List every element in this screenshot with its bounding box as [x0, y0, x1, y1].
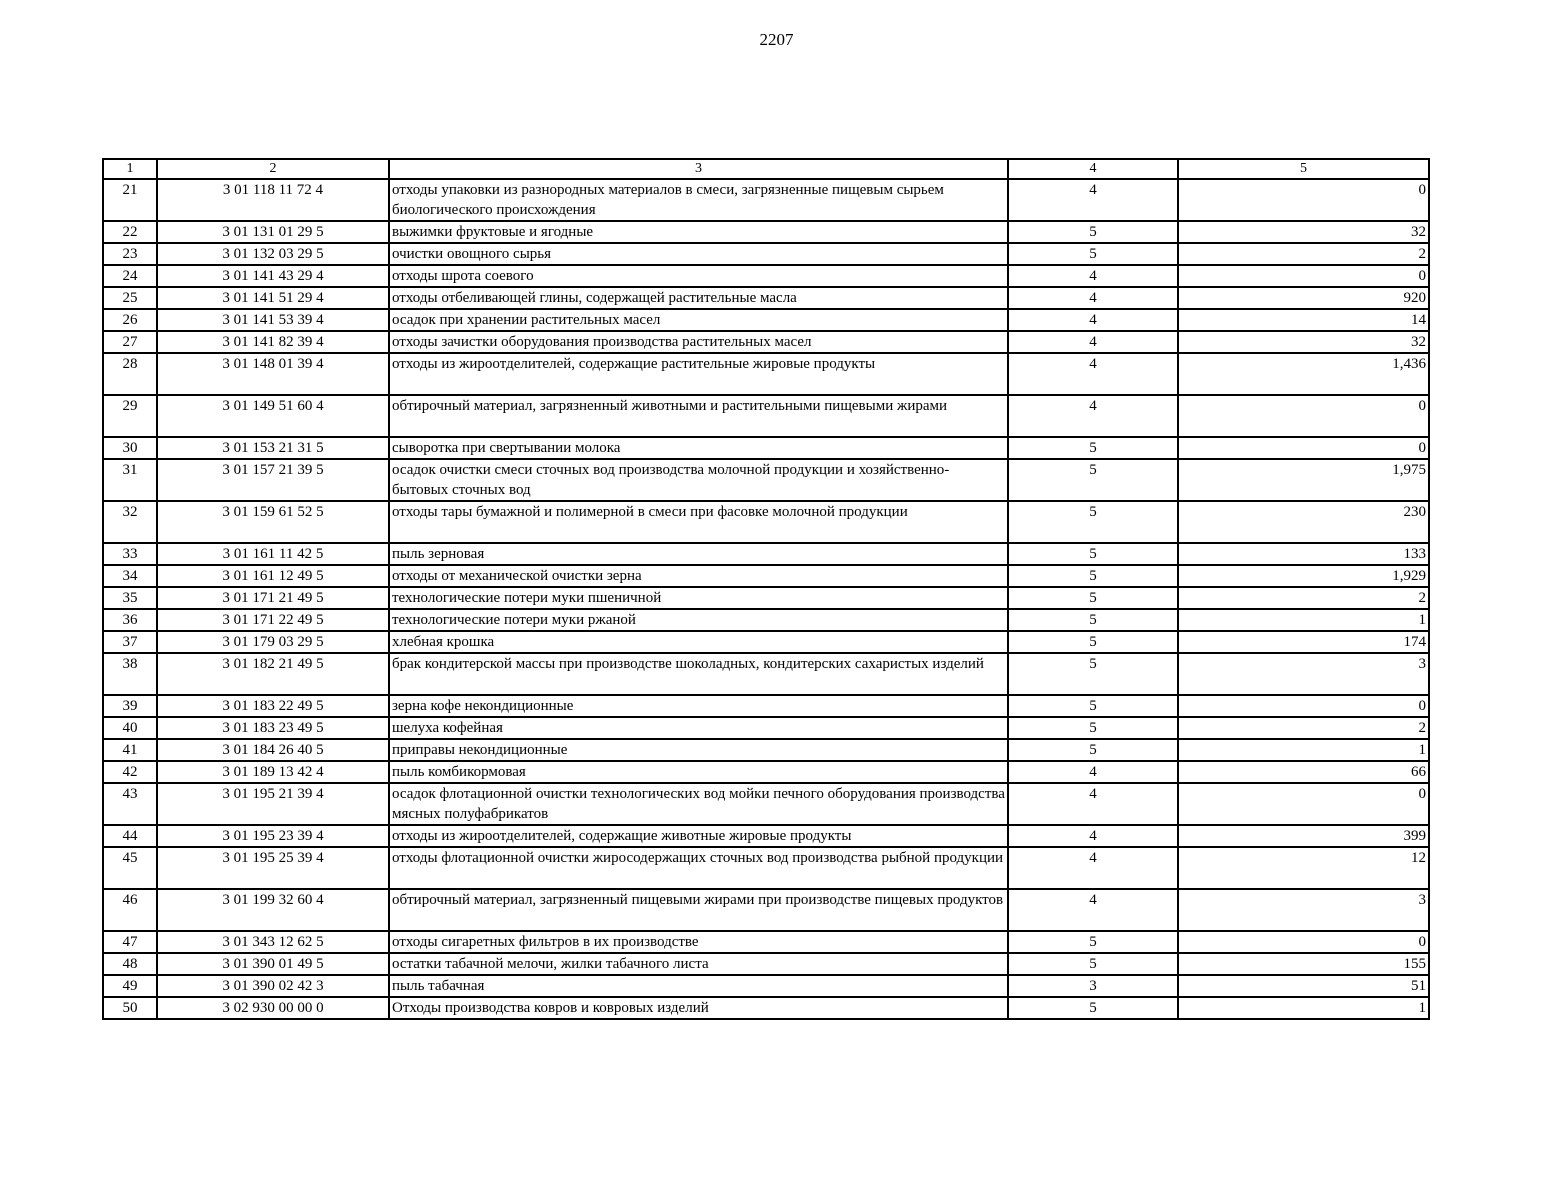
row-number-cell: 38 [103, 653, 157, 695]
amount-cell: 174 [1178, 631, 1429, 653]
waste-name-cell: отходы флотационной очистки жиросодержащих сточных вод производства рыбной продукции [389, 847, 1008, 889]
table-row [103, 847, 1429, 889]
amount-cell: 0 [1178, 265, 1429, 287]
table-row [103, 243, 1429, 265]
waste-code-cell: 3 01 141 53 39 4 [157, 309, 389, 331]
hazard-class-cell: 4 [1008, 395, 1178, 437]
waste-code-cell: 3 01 171 22 49 5 [157, 609, 389, 631]
waste-name-cell: осадок очистки смеси сточных вод производства молочной продукции и хозяйственно-бытовых сточных вод [389, 459, 1008, 501]
row-number-cell: 37 [103, 631, 157, 653]
row-number-cell: 35 [103, 587, 157, 609]
waste-name-cell: отходы из жироотделителей, содержащие животные жировые продукты [389, 825, 1008, 847]
hazard-class-cell: 4 [1008, 287, 1178, 309]
waste-name-cell: отходы отбеливающей глины, содержащей растительные масла [389, 287, 1008, 309]
table-row [103, 353, 1429, 395]
amount-cell: 3 [1178, 889, 1429, 931]
hazard-class-cell: 4 [1008, 353, 1178, 395]
waste-name-cell: шелуха кофейная [389, 717, 1008, 739]
table-row [103, 395, 1429, 437]
row-number-cell: 39 [103, 695, 157, 717]
table-row [103, 631, 1429, 653]
waste-name-cell: обтирочный материал, загрязненный животными и растительными пищевыми жирами [389, 395, 1008, 437]
row-number-cell: 25 [103, 287, 157, 309]
amount-cell: 0 [1178, 437, 1429, 459]
table-row [103, 331, 1429, 353]
waste-name-cell: отходы шрота соевого [389, 265, 1008, 287]
waste-code-cell: 3 01 182 21 49 5 [157, 653, 389, 695]
hazard-class-cell: 5 [1008, 459, 1178, 501]
waste-code-cell: 3 01 141 51 29 4 [157, 287, 389, 309]
table-row [103, 931, 1429, 953]
row-number-cell: 22 [103, 221, 157, 243]
amount-cell: 2 [1178, 717, 1429, 739]
table-row [103, 717, 1429, 739]
waste-name-cell: пыль табачная [389, 975, 1008, 997]
row-number-cell: 36 [103, 609, 157, 631]
header-col-1: 1 [103, 159, 157, 179]
table-row [103, 783, 1429, 825]
waste-name-cell: пыль комбикормовая [389, 761, 1008, 783]
hazard-class-cell: 5 [1008, 565, 1178, 587]
table-row [103, 653, 1429, 695]
row-number-cell: 32 [103, 501, 157, 543]
waste-code-cell: 3 01 189 13 42 4 [157, 761, 389, 783]
row-number-cell: 27 [103, 331, 157, 353]
waste-table [102, 158, 1430, 1020]
row-number-cell: 50 [103, 997, 157, 1019]
waste-name-cell: отходы тары бумажной и полимерной в смеси при фасовке молочной продукции [389, 501, 1008, 543]
waste-code-cell: 3 01 161 12 49 5 [157, 565, 389, 587]
waste-code-cell: 3 01 390 02 42 3 [157, 975, 389, 997]
row-number-cell: 26 [103, 309, 157, 331]
table-body [103, 179, 1429, 1019]
waste-code-cell: 3 01 148 01 39 4 [157, 353, 389, 395]
table-row [103, 587, 1429, 609]
amount-cell: 230 [1178, 501, 1429, 543]
amount-cell: 0 [1178, 179, 1429, 221]
waste-name-cell: выжимки фруктовые и ягодные [389, 221, 1008, 243]
table-row [103, 543, 1429, 565]
waste-name-cell: отходы от механической очистки зерна [389, 565, 1008, 587]
row-number-cell: 47 [103, 931, 157, 953]
hazard-class-cell: 5 [1008, 609, 1178, 631]
waste-code-cell: 3 01 141 43 29 4 [157, 265, 389, 287]
hazard-class-cell: 4 [1008, 179, 1178, 221]
waste-name-cell: отходы сигаретных фильтров в их производстве [389, 931, 1008, 953]
waste-code-cell: 3 01 195 25 39 4 [157, 847, 389, 889]
hazard-class-cell: 5 [1008, 997, 1178, 1019]
waste-code-cell: 3 01 195 23 39 4 [157, 825, 389, 847]
waste-name-cell: сыворотка при свертывании молока [389, 437, 1008, 459]
waste-code-cell: 3 01 199 32 60 4 [157, 889, 389, 931]
row-number-cell: 24 [103, 265, 157, 287]
table-row [103, 953, 1429, 975]
amount-cell: 2 [1178, 243, 1429, 265]
hazard-class-cell: 4 [1008, 825, 1178, 847]
waste-code-cell: 3 01 131 01 29 5 [157, 221, 389, 243]
row-number-cell: 46 [103, 889, 157, 931]
amount-cell: 32 [1178, 221, 1429, 243]
table-row [103, 287, 1429, 309]
table-row [103, 761, 1429, 783]
waste-code-cell: 3 01 118 11 72 4 [157, 179, 389, 221]
waste-name-cell: технологические потери муки ржаной [389, 609, 1008, 631]
row-number-cell: 33 [103, 543, 157, 565]
table-row [103, 739, 1429, 761]
amount-cell: 155 [1178, 953, 1429, 975]
amount-cell: 399 [1178, 825, 1429, 847]
hazard-class-cell: 4 [1008, 309, 1178, 331]
waste-code-cell: 3 01 179 03 29 5 [157, 631, 389, 653]
waste-name-cell: осадок флотационной очистки технологических вод мойки печного оборудования производства мясных полуфабрикатов [389, 783, 1008, 825]
table-row [103, 179, 1429, 221]
row-number-cell: 30 [103, 437, 157, 459]
waste-code-cell: 3 01 149 51 60 4 [157, 395, 389, 437]
waste-name-cell: осадок при хранении растительных масел [389, 309, 1008, 331]
waste-code-cell: 3 01 159 61 52 5 [157, 501, 389, 543]
page-number: 2207 [759, 30, 794, 49]
amount-cell: 0 [1178, 931, 1429, 953]
amount-cell: 32 [1178, 331, 1429, 353]
hazard-class-cell: 5 [1008, 543, 1178, 565]
waste-code-cell: 3 01 184 26 40 5 [157, 739, 389, 761]
amount-cell: 1 [1178, 739, 1429, 761]
amount-cell: 3 [1178, 653, 1429, 695]
table-row [103, 459, 1429, 501]
row-number-cell: 43 [103, 783, 157, 825]
amount-cell: 0 [1178, 695, 1429, 717]
waste-code-cell: 3 01 195 21 39 4 [157, 783, 389, 825]
header-col-2: 2 [157, 159, 389, 179]
hazard-class-cell: 3 [1008, 975, 1178, 997]
amount-cell: 1,929 [1178, 565, 1429, 587]
hazard-class-cell: 5 [1008, 221, 1178, 243]
row-number-cell: 23 [103, 243, 157, 265]
amount-cell: 1,975 [1178, 459, 1429, 501]
amount-cell: 1 [1178, 997, 1429, 1019]
row-number-cell: 31 [103, 459, 157, 501]
row-number-cell: 48 [103, 953, 157, 975]
row-number-cell: 40 [103, 717, 157, 739]
waste-code-cell: 3 01 132 03 29 5 [157, 243, 389, 265]
amount-cell: 0 [1178, 783, 1429, 825]
hazard-class-cell: 5 [1008, 631, 1178, 653]
table-row [103, 437, 1429, 459]
waste-code-cell: 3 01 183 22 49 5 [157, 695, 389, 717]
hazard-class-cell: 4 [1008, 889, 1178, 931]
waste-code-cell: 3 01 183 23 49 5 [157, 717, 389, 739]
row-number-cell: 21 [103, 179, 157, 221]
waste-name-cell: отходы из жироотделителей, содержащие растительные жировые продукты [389, 353, 1008, 395]
row-number-cell: 28 [103, 353, 157, 395]
table-row [103, 889, 1429, 931]
table-row [103, 997, 1429, 1019]
header-col-3: 3 [389, 159, 1008, 179]
hazard-class-cell: 5 [1008, 501, 1178, 543]
header-col-4: 4 [1008, 159, 1178, 179]
hazard-class-cell: 5 [1008, 587, 1178, 609]
table-row [103, 221, 1429, 243]
waste-code-cell: 3 01 141 82 39 4 [157, 331, 389, 353]
waste-name-cell: хлебная крошка [389, 631, 1008, 653]
waste-name-cell: пыль зерновая [389, 543, 1008, 565]
waste-name-cell: брак кондитерской массы при производстве шоколадных, кондитерских сахаристых изделий [389, 653, 1008, 695]
table-row [103, 825, 1429, 847]
header-col-5: 5 [1178, 159, 1429, 179]
waste-name-cell: приправы некондиционные [389, 739, 1008, 761]
table-row [103, 265, 1429, 287]
amount-cell: 66 [1178, 761, 1429, 783]
waste-name-cell: остатки табачной мелочи, жилки табачного листа [389, 953, 1008, 975]
table-row [103, 309, 1429, 331]
amount-cell: 1 [1178, 609, 1429, 631]
waste-name-cell: очистки овощного сырья [389, 243, 1008, 265]
amount-cell: 51 [1178, 975, 1429, 997]
amount-cell: 1,436 [1178, 353, 1429, 395]
row-number-cell: 41 [103, 739, 157, 761]
hazard-class-cell: 4 [1008, 783, 1178, 825]
waste-name-cell: Отходы производства ковров и ковровых изделий [389, 997, 1008, 1019]
table-row [103, 609, 1429, 631]
hazard-class-cell: 5 [1008, 695, 1178, 717]
row-number-cell: 49 [103, 975, 157, 997]
table-row [103, 975, 1429, 997]
amount-cell: 12 [1178, 847, 1429, 889]
hazard-class-cell: 5 [1008, 243, 1178, 265]
hazard-class-cell: 5 [1008, 717, 1178, 739]
amount-cell: 0 [1178, 395, 1429, 437]
row-number-cell: 34 [103, 565, 157, 587]
waste-code-cell: 3 01 171 21 49 5 [157, 587, 389, 609]
waste-name-cell: зерна кофе некондиционные [389, 695, 1008, 717]
waste-code-cell: 3 01 157 21 39 5 [157, 459, 389, 501]
hazard-class-cell: 4 [1008, 331, 1178, 353]
amount-cell: 133 [1178, 543, 1429, 565]
hazard-class-cell: 5 [1008, 739, 1178, 761]
waste-name-cell: отходы зачистки оборудования производства растительных масел [389, 331, 1008, 353]
waste-code-cell: 3 01 343 12 62 5 [157, 931, 389, 953]
waste-code-cell: 3 01 153 21 31 5 [157, 437, 389, 459]
row-number-cell: 42 [103, 761, 157, 783]
table-row [103, 565, 1429, 587]
row-number-cell: 29 [103, 395, 157, 437]
table-header [103, 159, 1429, 179]
hazard-class-cell: 5 [1008, 953, 1178, 975]
waste-name-cell: обтирочный материал, загрязненный пищевыми жирами при производстве пищевых продуктов [389, 889, 1008, 931]
amount-cell: 14 [1178, 309, 1429, 331]
header-row [103, 159, 1429, 179]
waste-code-cell: 3 01 390 01 49 5 [157, 953, 389, 975]
hazard-class-cell: 4 [1008, 265, 1178, 287]
table-row [103, 695, 1429, 717]
hazard-class-cell: 5 [1008, 931, 1178, 953]
waste-code-cell: 3 02 930 00 00 0 [157, 997, 389, 1019]
amount-cell: 920 [1178, 287, 1429, 309]
row-number-cell: 44 [103, 825, 157, 847]
hazard-class-cell: 5 [1008, 437, 1178, 459]
hazard-class-cell: 4 [1008, 761, 1178, 783]
hazard-class-cell: 5 [1008, 653, 1178, 695]
amount-cell: 2 [1178, 587, 1429, 609]
row-number-cell: 45 [103, 847, 157, 889]
waste-name-cell: отходы упаковки из разнородных материалов в смеси, загрязненные пищевым сырьем биологического происхождения [389, 179, 1008, 221]
table-row [103, 501, 1429, 543]
waste-name-cell: технологические потери муки пшеничной [389, 587, 1008, 609]
waste-code-cell: 3 01 161 11 42 5 [157, 543, 389, 565]
hazard-class-cell: 4 [1008, 847, 1178, 889]
